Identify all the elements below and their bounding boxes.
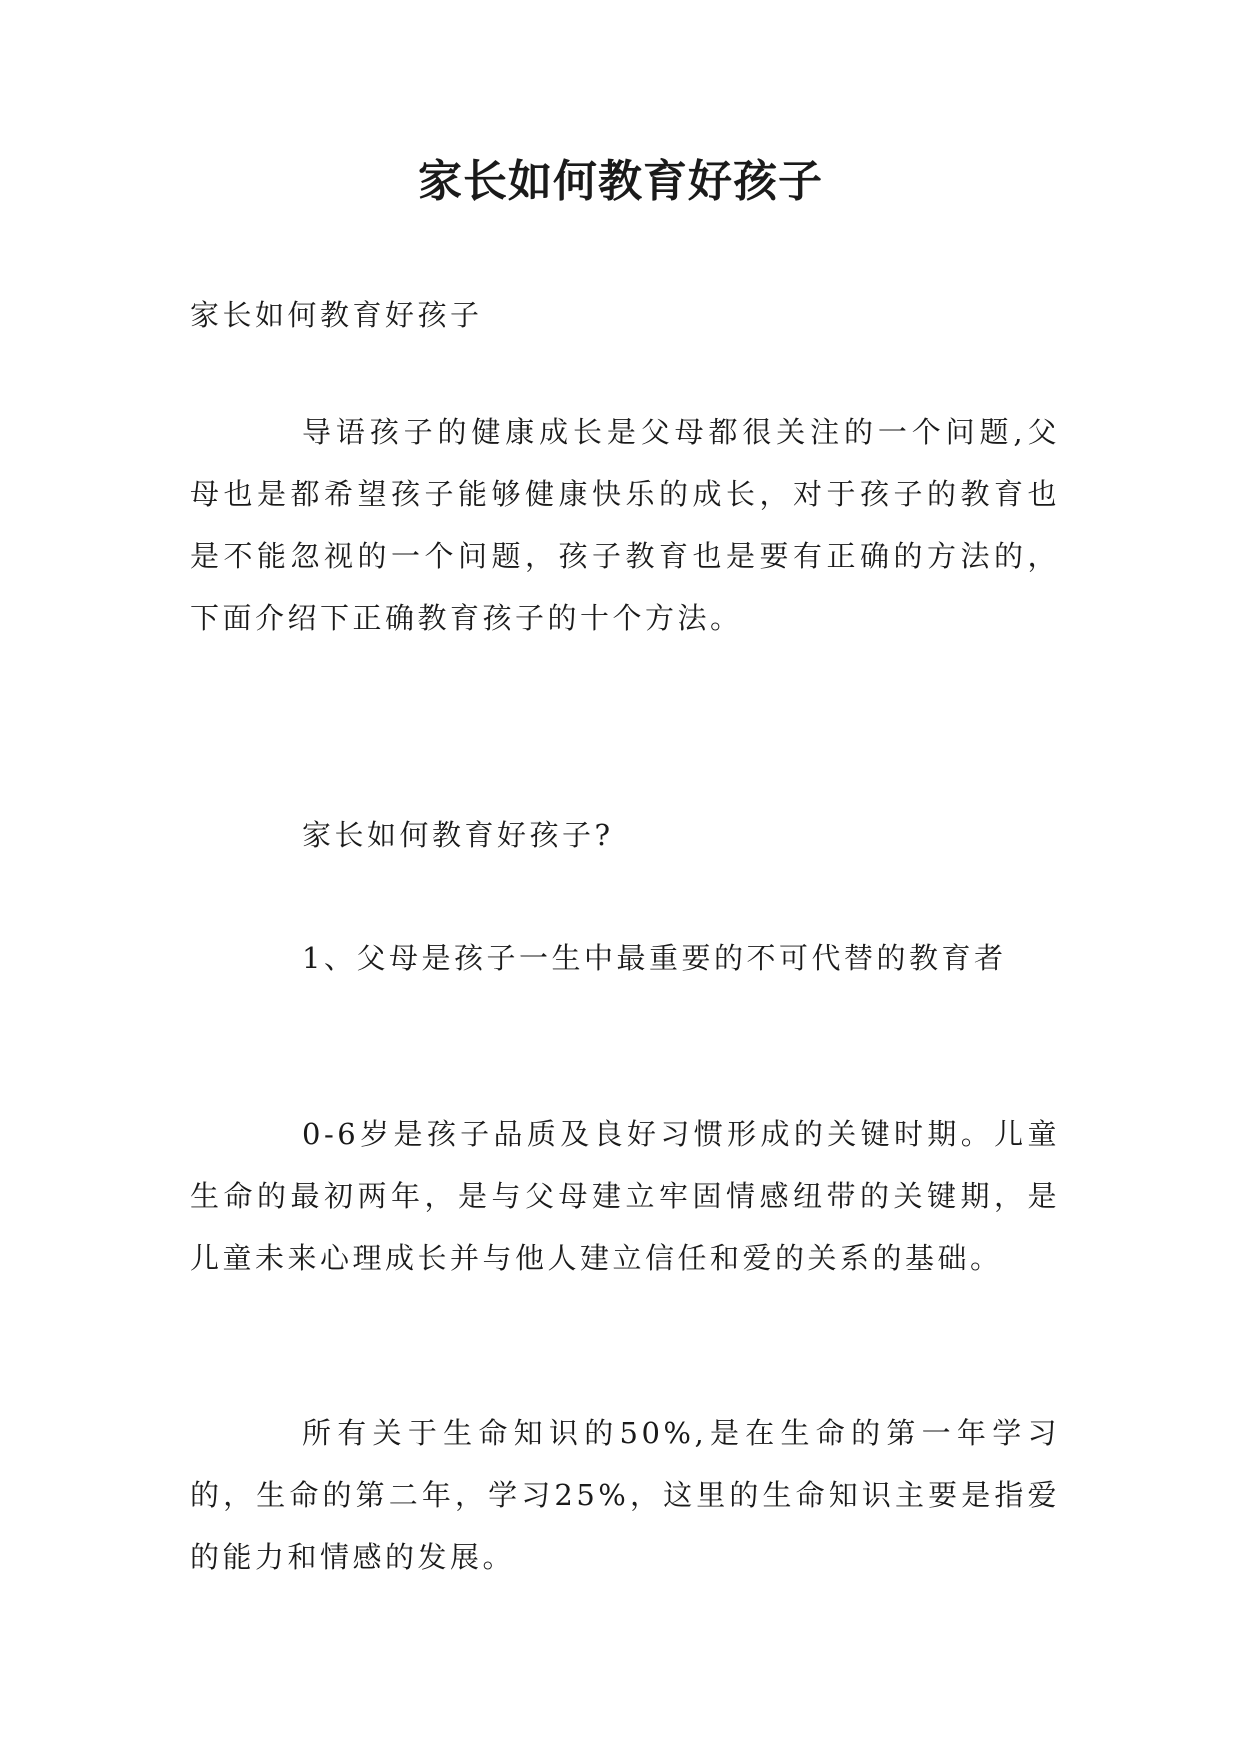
document-title: 家长如何教育好孩子 [418, 156, 823, 207]
knowledge-paragraph: 所有关于生命知识的50%,是在生命的第一年学习的，生命的第二年，学习25%，这里的生命知识主要是指爱的能力和情感的发展。 [190, 1416, 1060, 1574]
intro-paragraph: 导语孩子的健康成长是父母都很关注的一个问题,父母也是都希望孩子能够健康快乐的成长，对于孩子的教育也是不能忽视的一个问题，孩子教育也是要有正确的方法的，下面介绍下正确教育孩子的十个方法。 [190, 415, 1060, 635]
subtitle-paragraph: 家长如何教育好孩子 [190, 298, 483, 332]
point-1-heading: 1、父母是孩子一生中最重要的不可代替的教育者 [302, 941, 1007, 975]
age-paragraph: 0-6岁是孩子品质及良好习惯形成的关键时期。儿童生命的最初两年，是与父母建立牢固情感纽带的关键期，是儿童未来心理成长并与他人建立信任和爱的关系的基础。 [190, 1117, 1060, 1275]
question-heading: 家长如何教育好孩子? [302, 818, 614, 852]
